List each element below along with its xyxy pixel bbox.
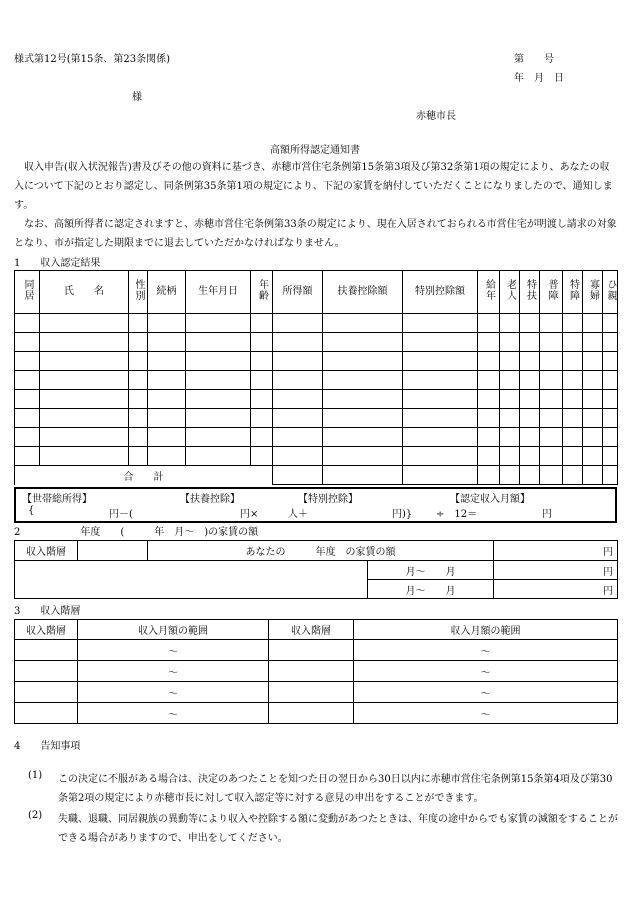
table-row: ～ ～ [15, 703, 618, 724]
col-birthdate: 生年月日 [186, 271, 251, 314]
table-row [15, 333, 618, 352]
col-salary-pension: 給年 [478, 271, 500, 314]
total-label: 合 計 [15, 466, 273, 485]
rent-period-2: 月～ 月 [368, 580, 494, 599]
notice-paragraph: なお、高額所得者に認定されますと、赤穂市営住宅条例第33条の規定により、現在入居されておられる市営住宅が明渡し請求の対象となり、市が指定した期限までに退去していただかなければなりません。 [14, 219, 617, 249]
table-row: ～ ～ [15, 640, 618, 661]
document-number-label: 第 号 [514, 54, 554, 65]
col-dependent-deduction: 扶養控除額 [323, 271, 403, 314]
calc-deduction-yen: 円× [240, 509, 259, 520]
recognized-monthly-income-label: 【認定収入月額】 [450, 494, 530, 505]
rent-period-2-yen: 円 [494, 580, 618, 599]
rent-period-1-yen: 円 [494, 561, 618, 580]
form-number: 様式第12号(第15条、第23条関係) [14, 54, 170, 65]
total-row [15, 466, 618, 485]
income-table [14, 270, 618, 485]
calc-income-yen: 円－( [109, 509, 133, 520]
table-row [15, 352, 618, 371]
income-table-header [15, 271, 618, 314]
table-row: ～ ～ [15, 661, 618, 682]
table-row [15, 428, 618, 447]
table-row [15, 409, 618, 428]
dependent-deduction-label: 【扶養控除】 [180, 494, 240, 505]
income-bracket-label: 収入階層 [15, 541, 78, 561]
col-relation: 続柄 [148, 271, 186, 314]
section3-heading: 3 収入階層 [14, 606, 81, 617]
table-row [15, 390, 618, 409]
income-bracket-table [14, 619, 618, 724]
table-row [15, 314, 618, 333]
section1-heading: 1 収入認定結果 [14, 258, 101, 269]
bracket-header-1: 収入階層 [15, 620, 78, 640]
col-cohabit: 同居 [15, 271, 40, 314]
calc-result-yen: 円 [542, 509, 552, 520]
range-header-1: 収入月額の範囲 [78, 620, 269, 640]
notice-item-number: (1) [28, 770, 43, 781]
col-age: 年齢 [251, 271, 273, 314]
issuer-name: 赤穂市長 [416, 111, 456, 122]
date-label: 年 月 日 [514, 73, 564, 84]
section4-heading: 4 告知事項 [14, 741, 81, 752]
col-elderly: 老人 [500, 271, 520, 314]
range-header-2: 収入月額の範囲 [354, 620, 618, 640]
special-deduction-label: 【特別控除】 [298, 494, 358, 505]
col-name: 氏 名 [40, 271, 129, 314]
notice-item-text: この決定に不服がある場合は、決定のあつたことを知つた日の翌日から30日以内に赤穂市営住宅条例第15条第4項及び第30条第2項の規定により赤穂市長に対して収入認定等に対する意見の申出をすることができます。 [58, 774, 613, 804]
addressee-suffix: 様 [132, 92, 142, 103]
col-special-deduction: 特別控除額 [403, 271, 478, 314]
table-row [15, 447, 618, 466]
intro-paragraph: 収入申告(収入状況報告)書及びその他の資料に基づき、赤穂市営住宅条例第15条第3項及び第32条第1項の規定により、あなたの収入について下記のとおり認定し、同条例第35条第1項の規定により、下記の家賃を納付していただくことになりましたので、通知します。 [14, 162, 613, 211]
col-special-dependent: 特扶 [520, 271, 540, 314]
document-title: 高額所得認定通知書 [270, 145, 360, 156]
calc-divide-twelve: ÷ 12＝ [436, 509, 478, 520]
col-income: 所得額 [273, 271, 323, 314]
rent-table [14, 540, 618, 599]
table-row [15, 371, 618, 390]
calculation-box [14, 487, 617, 523]
notice-item-number: (2) [28, 810, 43, 821]
calc-persons: 人＋ [288, 509, 308, 520]
col-special-disability: 特障 [563, 271, 583, 314]
col-widow: 寡婦 [583, 271, 603, 314]
calc-special-yen: 円)} [392, 509, 413, 520]
rent-period-1: 月～ 月 [368, 561, 494, 580]
col-single-parent: ひ親 [603, 271, 618, 314]
col-disability: 普障 [540, 271, 563, 314]
notice-item-text: 失職、退職、同居親族の異動等により収入や控除する額に変動があつたときは、年度の途中からでも家賃の減額をすることができる場合がありますので、申出をしてください。 [58, 814, 618, 844]
col-sex: 性別 [129, 271, 148, 314]
rent-amount-yen: 円 [494, 541, 618, 561]
calc-open-brace: { [28, 505, 35, 516]
rent-amount-label: あなたの 年度 の家賃の額 [148, 541, 494, 561]
total-household-income-label: 【世帯総所得】 [22, 494, 92, 505]
table-row: ～ ～ [15, 682, 618, 703]
section2-heading: 2 年度 ( 年 月～ )の家賃の額 [14, 527, 259, 538]
bracket-header-2: 収入階層 [269, 620, 354, 640]
